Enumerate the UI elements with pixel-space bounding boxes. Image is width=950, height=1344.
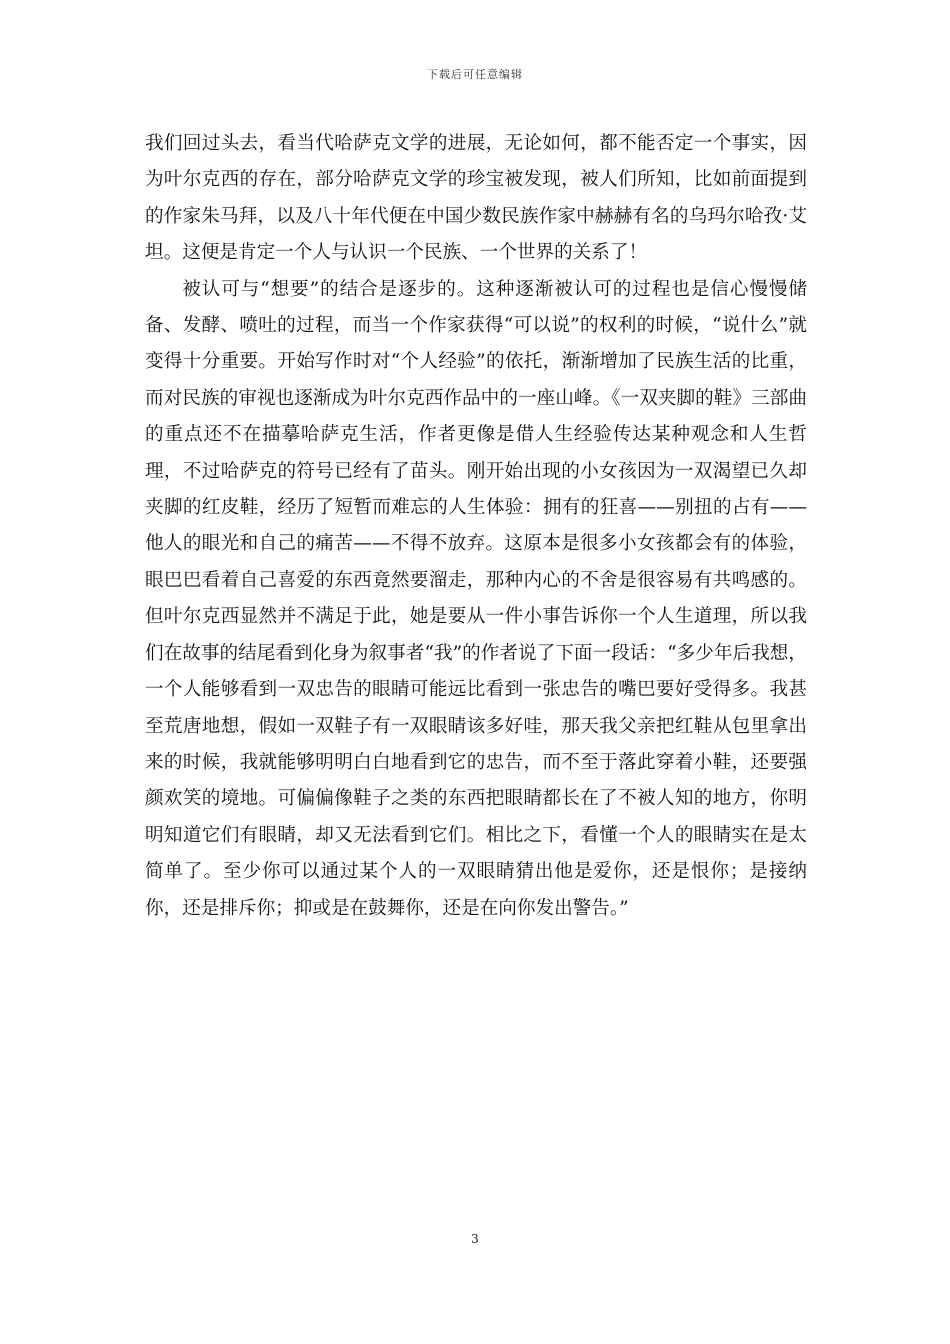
- page-number: 3: [471, 1232, 479, 1246]
- page-header: 下载后可任意编辑: [427, 68, 523, 81]
- body-text: [145, 126, 807, 927]
- paragraph-1: 我们回过头去，看当代哈萨克文学的进展，无论如何，都不能否定一个事实，因为叶尔克西的存在，部分哈萨克文学的珍宝被发现，被人们所知，比如前面提到的作家朱马拜，以及八十年代便在中国少数民族作家中赫赫有名的乌玛尔哈孜·艾坦。这便是肯定一个人与认识一个民族、一个世界的关系了！: [145, 133, 807, 264]
- paragraph-2: 被认可与“想要”的结合是逐步的。这种逐渐被认可的过程也是信心慢慢储备、发酵、喷吐的过程，而当一个作家获得“可以说”的权利的时候，“说什么”就变得十分重要。开始写作时对“个人经验”的依托，渐渐增加了民族生活的比重，而对民族的审视也逐渐成为叶尔克西作品中的一座山峰。《一双夹脚的鞋》三部曲的重点还不在描摹哈萨克生活，作者更像是借人生经验传达某种观念和人生哲理，不过哈萨克的符号已经有了苗头。刚开始出现的小女孩因为一双渴望已久却夹脚的红皮鞋，经历了短暂而难忘的人生体验：拥有的狂喜——别扭的占有——他人的眼光和自己的痛苦——不得不放弃。这原本是很多小女孩都会有的体验，眼巴巴看着自己喜爱的东西竟然要溜走，那种内心的不舍是很容易有共鸣感的。但叶尔克西显然并不满足于此，她是要从一件小事告诉你一个人生道理，所以我们在故事的结尾看到化身为叙事者“我”的作者说了下面一段话：“多少年后我想，一个人能够看到一双忠告的眼睛可能远比看到一张忠告的嘴巴要好受得多。我甚至荒唐地想，假如一双鞋子有一双眼睛该多好哇，那天我父亲把红鞋从包里拿出来的时候，我就能够明明白白地看到它的忠告，而不至于落此穿着小鞋，还要强颜欢笑的境地。可偏偏像鞋子之类的东西把眼睛都长在了不被人知的地方，你明明知道它们有眼睛，却又无法看到它们。相比之下，看懂一个人的眼睛实在是太简单了。至少你可以通过某个人的一双眼睛猜出他是爱你，还是恨你；是接纳你，还是排斥你；抑或是在鼓舞你，还是在向你发出警告。”: [145, 278, 807, 919]
